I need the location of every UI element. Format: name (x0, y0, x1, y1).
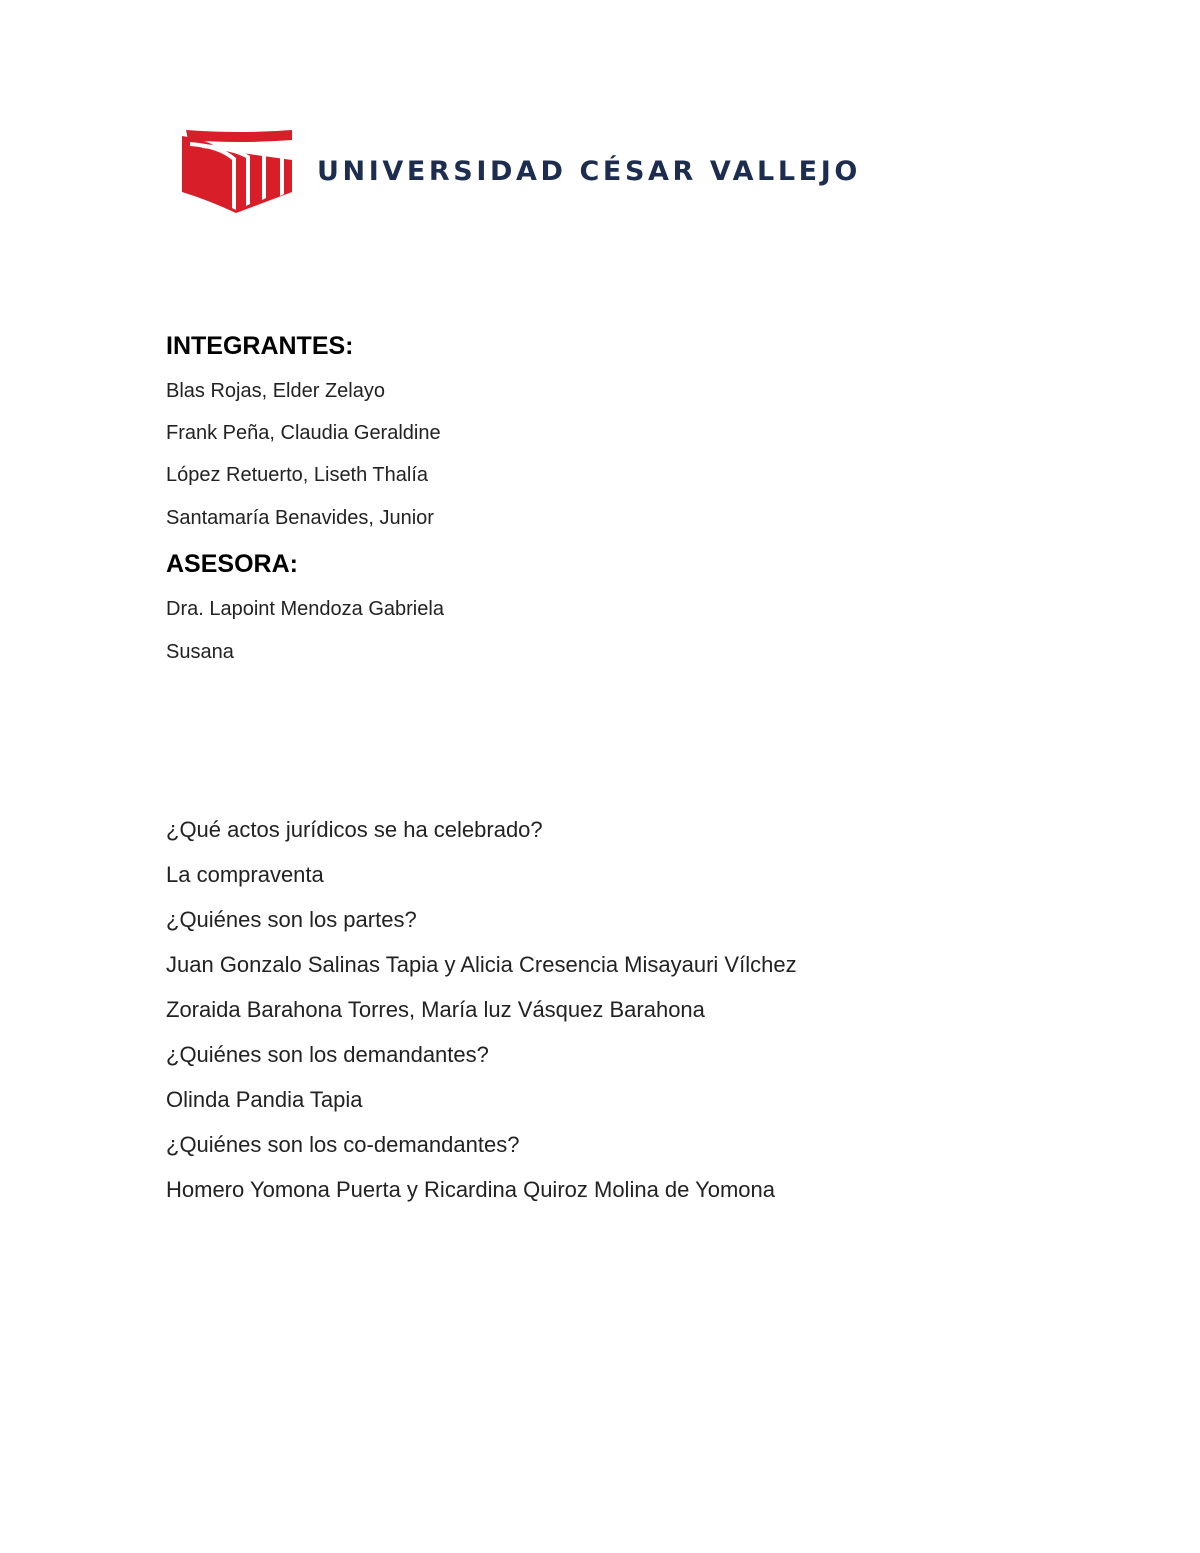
answer-line: Juan Gonzalo Salinas Tapia y Alicia Cresencia Misayauri Vílchez (166, 952, 797, 977)
integrantes-heading: INTEGRANTES: (166, 332, 354, 360)
answer-line: La compraventa (166, 862, 324, 887)
question-line: ¿Qué actos jurídicos se ha celebrado? (166, 817, 543, 842)
ucv-emblem-icon (180, 128, 298, 216)
member-line: López Retuerto, Liseth Thalía (166, 464, 429, 486)
university-name: UNIVERSIDAD CÉSAR VALLEJO (317, 156, 861, 187)
question-line: ¿Quiénes son los demandantes? (166, 1042, 489, 1067)
member-line: Blas Rojas, Elder Zelayo (166, 380, 385, 402)
member-line: Frank Peña, Claudia Geraldine (166, 422, 441, 444)
question-line: ¿Quiénes son los co-demandantes? (166, 1132, 520, 1157)
question-line: ¿Quiénes son los partes? (166, 907, 417, 932)
answer-line: Olinda Pandia Tapia (166, 1087, 363, 1112)
asesora-heading: ASESORA: (166, 550, 298, 578)
answer-line: Homero Yomona Puerta y Ricardina Quiroz Molina de Yomona (166, 1177, 776, 1202)
answer-line: Zoraida Barahona Torres, María luz Vásquez Barahona (166, 997, 705, 1022)
member-line: Santamaría Benavides, Junior (166, 507, 434, 529)
asesora-line: Susana (166, 641, 234, 663)
asesora-line: Dra. Lapoint Mendoza Gabriela (166, 598, 444, 620)
university-logo (180, 128, 980, 218)
